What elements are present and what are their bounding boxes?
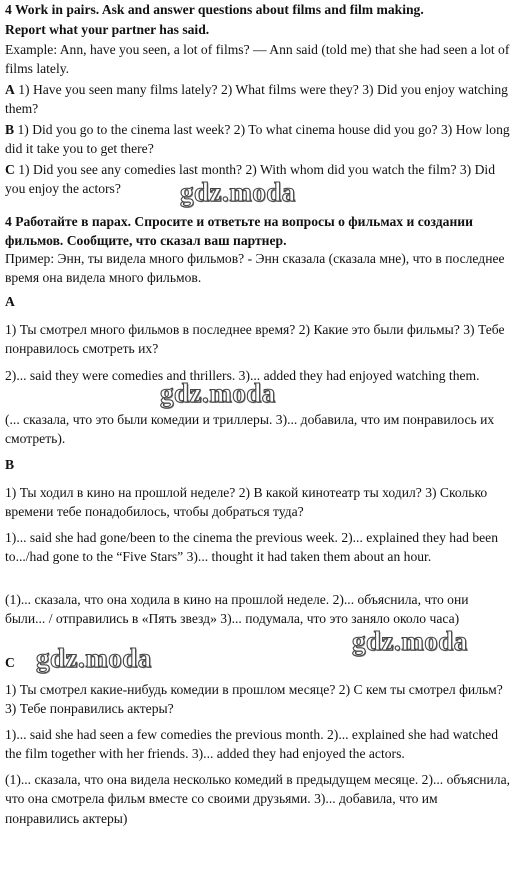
section-c-heading: C xyxy=(5,655,15,670)
task-b-text: 1) Did you go to the cinema last week? 2) To what cinema house did you go? 3) How long did it take you to get there? xyxy=(5,122,510,157)
example-en: Example: Ann, have you seen, a lot of films? — Ann said (told me) that she had seen a lot of films lately. xyxy=(5,42,510,77)
task-c-label: C xyxy=(5,162,15,177)
section-a-answer-en: 2)... said they were comedies and thrillers. 3)... added they had enjoyed watching them. xyxy=(5,368,480,383)
watermark-logo: gdz.moda xyxy=(36,643,152,673)
example-ru: Пример: Энн, ты видела много фильмов? - Энн сказала (сказала мне), что в последнее время она видела много фильмов. xyxy=(5,251,505,286)
task-a-label: A xyxy=(5,82,15,97)
task-b-en xyxy=(5,120,511,159)
watermark-logo: gdz.moda xyxy=(352,626,468,656)
section-b-questions: 1) Ты ходил в кино на прошлой неделе? 2) В какой кинотеатр ты ходил? 3) Сколько времени тебе понадобилось, чтобы добраться туда? xyxy=(5,485,488,520)
section-a-answer-ru: (... сказала, что это были комедии и триллеры. 3)... добавила, что им понравилось их смотреть). xyxy=(5,412,495,447)
section-c-questions: 1) Ты смотрел какие-нибудь комедии в прошлом месяце? 2) С кем ты смотрел фильм? 3) Тебе понравились актеры? xyxy=(5,682,503,717)
section-b-answer-en: 1)... said she had gone/been to the cinema the previous week. 2)... explained they had been to.../had gone to the “Five Stars” 3)... thought it had taken them about an hour. xyxy=(5,530,498,565)
section-b-heading: B xyxy=(5,457,15,472)
section-b-answer-ru: (1)... сказала, что она ходила в кино на прошлой неделе. 2)... объяснила, что они были... / отправились в «Пять звезд» 3)... подумала, что это заняло около часа) xyxy=(5,592,469,627)
section-c-answer-ru: (1)... сказала, что она видела несколько комедий в предыдущем месяце. 2)... объяснила, что она смотрела фильм вместе со своими друзьями. 3)... добавила, что им понравились актеры) xyxy=(5,772,511,826)
exercise-title-ru: 4 Работайте в парах. Спросите и ответьте на вопросы о фильмах и создании фильмов. Сообщите, что сказал ваш партнер. xyxy=(5,214,473,249)
task-c-text: 1) Did you see any comedies last month? 2) With whom did you watch the film? 3) Did you enjoy the actors? xyxy=(5,162,496,197)
task-b-label: B xyxy=(5,122,15,137)
watermark-logo: gdz.moda xyxy=(160,378,276,408)
section-a-heading: A xyxy=(5,294,15,309)
section-c-answer-en: 1)... said she had seen a few comedies the previous month. 2)... explained she had watched the film together with her friends. 3)... added they had enjoyed the actors. xyxy=(5,727,498,762)
task-a-en xyxy=(5,80,511,119)
watermark-logo: gdz.moda xyxy=(180,177,296,207)
exercise-title-en-line1: 4 Work in pairs. Ask and answer questions about films and film making. xyxy=(5,2,424,17)
exercise-title-en-line2: Report what your partner has said. xyxy=(5,22,210,37)
task-a-text: 1) Have you seen many films lately? 2) What films were they? 3) Did you enjoy watching them? xyxy=(5,82,508,117)
section-a-questions: 1) Ты смотрел много фильмов в последнее время? 2) Какие это были фильмы? 3) Тебе понравилось смотреть их? xyxy=(5,322,505,357)
